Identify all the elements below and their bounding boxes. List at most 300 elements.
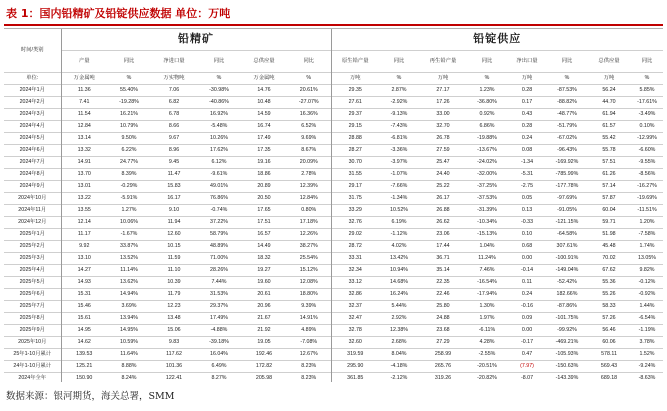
table-cell: 14.68% [379, 277, 419, 289]
table-cell: 1.30% [467, 301, 507, 313]
row-period: 2024年5月 [4, 133, 61, 145]
table-cell: -149.04% [547, 265, 587, 277]
table-cell: -30.98% [197, 85, 241, 97]
table-cell: 8.27% [197, 373, 241, 383]
table-cell: 18.86 [241, 169, 287, 181]
table-cell: -9.24% [631, 361, 663, 373]
header-primary-lead-yoy: 同比 [379, 51, 419, 73]
table-cell: 15.06 [151, 325, 197, 337]
table-cell: 56.24 [587, 85, 631, 97]
table-cell: 13.42% [379, 253, 419, 265]
table-cell: 0.08 [507, 145, 547, 157]
table-cell: 0.05 [507, 193, 547, 205]
table-row [4, 289, 663, 301]
group-ore: 铅精矿 [61, 29, 331, 51]
row-period: 2024年3月 [4, 109, 61, 121]
table-cell: -785.99% [547, 169, 587, 181]
table-cell: 13.52% [107, 253, 151, 265]
table-cell: 32.70 [419, 121, 467, 133]
unit-label: 单位: [4, 73, 61, 85]
header-ore-net-import: 净进口量 [151, 51, 197, 73]
table-cell: 33.12 [331, 277, 379, 289]
table-cell: 61.57 [587, 121, 631, 133]
table-cell: 150.90 [61, 373, 107, 383]
page-title: 表 1：国内铅精矿及铅锭供应数据 单位：万吨 [6, 7, 231, 20]
table-row [4, 109, 663, 121]
table-cell: 0.09 [507, 313, 547, 325]
table-cell: 0.43 [507, 109, 547, 121]
table-row [4, 181, 663, 193]
table-cell: 29.02 [331, 229, 379, 241]
header-ore-total: 总供应量 [241, 51, 287, 73]
table-cell: 13.94% [107, 313, 151, 325]
table-row [4, 313, 663, 325]
table-cell: 101.36 [151, 361, 197, 373]
table-cell: 14.94% [107, 289, 151, 301]
table-cell: 17.49% [197, 313, 241, 325]
table-cell: 57.51 [587, 157, 631, 169]
table-cell: -5.31 [507, 169, 547, 181]
table-cell: 12.14 [61, 217, 107, 229]
table-cell: -2.92% [379, 97, 419, 109]
table-cell: 29.15 [331, 121, 379, 133]
table-cell: -0.14 [507, 265, 547, 277]
table-cell: 361.85 [331, 373, 379, 383]
table-cell: -19.88% [467, 133, 507, 145]
row-period: 2025年4月 [4, 265, 61, 277]
table-cell: 55.78 [587, 145, 631, 157]
table-cell: 1.20% [631, 217, 663, 229]
row-period: 2025年2月 [4, 241, 61, 253]
row-period: 2024年8月 [4, 169, 61, 181]
table-cell: 23.68 [419, 325, 467, 337]
table-cell: 14.95 [61, 325, 107, 337]
table-cell: 295.90 [331, 361, 379, 373]
unit-cell: 万吨 [507, 73, 547, 85]
table-cell: 14.95% [107, 325, 151, 337]
table-cell: 10.39 [151, 277, 197, 289]
table-cell: 12.08% [287, 277, 331, 289]
table-row [4, 157, 663, 169]
table-cell: -8.07 [507, 373, 547, 383]
table-cell: 182.66% [547, 289, 587, 301]
table-cell: 3.78% [631, 337, 663, 349]
table-cell: 32.47 [331, 313, 379, 325]
table-cell: 32.60 [331, 337, 379, 349]
table-cell: 8.66 [151, 121, 197, 133]
table-cell: -1.34 [507, 157, 547, 169]
table-cell: 0.28 [507, 121, 547, 133]
row-period: 2024年1月 [4, 85, 61, 97]
table-row [4, 133, 663, 145]
table-cell: 20.61% [287, 85, 331, 97]
header-ingot-total: 总供应量 [587, 51, 631, 73]
table-cell: 26.88 [419, 205, 467, 217]
table-cell: 11.10 [151, 265, 197, 277]
unit-cell: % [467, 73, 507, 85]
table-cell: 319.26 [419, 373, 467, 383]
table-cell: -17.94% [467, 289, 507, 301]
table-cell: 6.19% [379, 217, 419, 229]
table-cell: 14.49 [241, 241, 287, 253]
table-cell: 37.22% [197, 217, 241, 229]
table-cell: 6.82 [151, 97, 197, 109]
table-cell: 12.38% [379, 325, 419, 337]
table-cell: 24.77% [107, 157, 151, 169]
table-cell: 28.88 [331, 133, 379, 145]
table-row [4, 373, 663, 383]
table-row [4, 205, 663, 217]
table-cell: 32.76 [331, 217, 379, 229]
table-cell: 20.50 [241, 193, 287, 205]
table-cell: 125.21 [61, 361, 107, 373]
table-cell: 57.26 [587, 313, 631, 325]
table-cell: 11.47 [151, 169, 197, 181]
table-cell: 26.17 [419, 193, 467, 205]
table-cell: 33.29 [331, 205, 379, 217]
table-cell: -64.58% [547, 229, 587, 241]
table-cell: 19.27 [241, 265, 287, 277]
table-cell: 0.47 [507, 349, 547, 361]
table-cell: 0.00 [507, 253, 547, 265]
table-cell: -87.86% [547, 301, 587, 313]
table-cell: 11.36 [61, 85, 107, 97]
table-cell: 58.79% [197, 229, 241, 241]
table-cell: 17.65 [241, 205, 287, 217]
table-cell: -2.12% [379, 373, 419, 383]
table-cell: -27.07% [287, 97, 331, 109]
table-cell: 14.91 [61, 157, 107, 169]
table-cell: 36.71 [419, 253, 467, 265]
table-cell: -6.54% [631, 313, 663, 325]
table-cell: 67.62 [587, 265, 631, 277]
table-cell: 6.49% [197, 361, 241, 373]
header-net-export: 净出口量 [507, 51, 547, 73]
table-row [4, 169, 663, 181]
unit-cell: 万吨 [419, 73, 467, 85]
table-cell: 1.23% [467, 85, 507, 97]
supply-table [4, 28, 663, 382]
table-cell: 15.61 [61, 313, 107, 325]
table-cell: 10.26% [197, 133, 241, 145]
table-cell: 0.13 [507, 205, 547, 217]
table-cell: -15.13% [467, 229, 507, 241]
unit-cell: 万吨 [331, 73, 379, 85]
table-cell: -11.51% [631, 205, 663, 217]
table-cell: -97.69% [547, 193, 587, 205]
unit-cell: 万实物吨 [151, 73, 197, 85]
table-cell: -5.48% [197, 121, 241, 133]
table-row [4, 265, 663, 277]
table-row [4, 337, 663, 349]
row-period: 2024年10月 [4, 193, 61, 205]
table-cell: -96.43% [547, 145, 587, 157]
table-cell: 20.96 [241, 301, 287, 313]
table-cell: 30.70 [331, 157, 379, 169]
table-cell: -9.13% [379, 109, 419, 121]
table-cell: 9.69% [287, 133, 331, 145]
table-cell: -3.97% [379, 157, 419, 169]
table-cell: 33.00 [419, 109, 467, 121]
table-cell: 5.44% [379, 301, 419, 313]
table-cell: -3.36% [379, 145, 419, 157]
table-cell: 55.42 [587, 133, 631, 145]
table-row [4, 85, 663, 97]
table-cell: 7.44% [197, 277, 241, 289]
table-cell: -6.81% [379, 133, 419, 145]
table-cell: 48.89% [197, 241, 241, 253]
table-cell: 14.76 [241, 85, 287, 97]
table-cell: -20.82% [467, 373, 507, 383]
unit-cell: 万金属吨 [241, 73, 287, 85]
table-cell: -100.91% [547, 253, 587, 265]
table-cell: -17.61% [631, 97, 663, 109]
table-row [4, 145, 663, 157]
table-cell: 70.02 [587, 253, 631, 265]
table-row [4, 121, 663, 133]
table-cell: 31.55 [331, 169, 379, 181]
table-cell: 22.46 [419, 289, 467, 301]
unit-cell: % [197, 73, 241, 85]
unit-cell: % [379, 73, 419, 85]
table-cell: 59.71 [587, 217, 631, 229]
table-cell: 28.27 [331, 145, 379, 157]
table-body [4, 73, 663, 383]
row-period: 2024年9月 [4, 181, 61, 193]
table-cell: 35.14 [419, 265, 467, 277]
table-cell: 11.24% [467, 253, 507, 265]
table-cell: 19.60 [241, 277, 287, 289]
table-cell: -39.18% [197, 337, 241, 349]
table-cell: 1.74% [631, 241, 663, 253]
table-cell: 21.67 [241, 313, 287, 325]
table-cell: 8.96 [151, 145, 197, 157]
table-row [4, 217, 663, 229]
row-period: 2024年4月 [4, 121, 61, 133]
row-period: 2024年7月 [4, 157, 61, 169]
row-period: 2025年1月 [4, 229, 61, 241]
group-header-row [4, 29, 663, 51]
table-cell: 11.79 [151, 289, 197, 301]
table-row [4, 301, 663, 313]
table-cell: 14.62 [61, 337, 107, 349]
table-cell: 4.02% [379, 241, 419, 253]
table-cell: 16.17 [151, 193, 197, 205]
table-cell: -469.21% [547, 337, 587, 349]
table-cell: -40.86% [197, 97, 241, 109]
table-cell: 22.35 [419, 277, 467, 289]
table-cell: 25.80 [419, 301, 467, 313]
header-secondary-lead: 再生铅产量 [419, 51, 467, 73]
table-cell: 4.89% [287, 325, 331, 337]
table-cell: 16.57 [241, 229, 287, 241]
unit-cell: 万金属吨 [61, 73, 107, 85]
table-cell: 6.86% [467, 121, 507, 133]
table-cell: -169.92% [547, 157, 587, 169]
table-cell: -105.93% [547, 349, 587, 361]
table-cell: -150.63% [547, 361, 587, 373]
table-cell: -0.92% [631, 289, 663, 301]
table-cell: 117.62 [151, 349, 197, 361]
table-cell: 319.59 [331, 349, 379, 361]
table-cell: -7.08% [287, 337, 331, 349]
table-cell: -5.91% [107, 193, 151, 205]
table-cell: 12.26% [287, 229, 331, 241]
table-cell: 12.67% [287, 349, 331, 361]
table-cell: 0.17 [507, 97, 547, 109]
row-period: 2025年10月 [4, 337, 61, 349]
table-cell: 2.68% [379, 337, 419, 349]
table-cell: 31.75 [331, 193, 379, 205]
table-cell: 20.09% [287, 157, 331, 169]
table-cell: -0.33 [507, 217, 547, 229]
header-ore-output-yoy: 同比 [107, 51, 151, 73]
row-period: 2024年全年 [4, 373, 61, 383]
table-cell: -3.49% [631, 109, 663, 121]
table-cell: 9.39% [287, 301, 331, 313]
table-cell: -20.51% [467, 361, 507, 373]
table-cell: -8.63% [631, 373, 663, 383]
table-cell: 55.40% [107, 85, 151, 97]
table-cell: 2.92% [379, 313, 419, 325]
table-cell: 16.92% [197, 109, 241, 121]
table-cell: -101.75% [547, 313, 587, 325]
table-cell: 4.28% [467, 337, 507, 349]
table-cell: 258.99 [419, 349, 467, 361]
table-cell: 33.87% [107, 241, 151, 253]
table-cell: 17.62% [197, 145, 241, 157]
title-bar [6, 4, 230, 22]
table-cell: 13.48 [151, 313, 197, 325]
table-cell: 27.59 [419, 145, 467, 157]
table-cell: 17.18% [287, 217, 331, 229]
table-cell: 9.83 [151, 337, 197, 349]
table-cell: 6.52% [287, 121, 331, 133]
table-cell: 6.12% [197, 157, 241, 169]
table-cell: 0.10% [631, 121, 663, 133]
table-cell: 45.48 [587, 241, 631, 253]
table-cell: 11.94 [151, 217, 197, 229]
table-cell: 19.05 [241, 337, 287, 349]
table-cell: -177.78% [547, 181, 587, 193]
table-cell: 6.22% [107, 145, 151, 157]
table-cell: 55.26 [587, 289, 631, 301]
table-cell: 6.78 [151, 109, 197, 121]
table-cell: 1.44% [631, 301, 663, 313]
table-cell: 0.24 [507, 133, 547, 145]
table-cell: 16.24% [379, 289, 419, 301]
table-cell: 18.80% [287, 289, 331, 301]
table-cell: 16.36% [287, 109, 331, 121]
table-container [4, 28, 663, 382]
table-cell: 12.84 [61, 121, 107, 133]
table-cell: -88.82% [547, 97, 587, 109]
table-cell: (7.97) [507, 361, 547, 373]
table-cell: 58.33 [587, 301, 631, 313]
table-cell: 13.32 [61, 145, 107, 157]
table-cell: 9.50% [107, 133, 151, 145]
table-cell: 25.54% [287, 253, 331, 265]
table-cell: 569.43 [587, 361, 631, 373]
source-note: 数据来源：银河期货，海关总署，SMM [6, 391, 175, 402]
table-cell: -6.11% [467, 325, 507, 337]
table-cell: 15.31 [61, 289, 107, 301]
table-cell: -10.34% [467, 217, 507, 229]
row-period: 2025年6月 [4, 289, 61, 301]
table-cell: -51.79% [547, 121, 587, 133]
table-cell: 25.47 [419, 157, 467, 169]
table-cell: -37.53% [467, 193, 507, 205]
table-cell: 0.28 [507, 85, 547, 97]
table-cell: -7.66% [379, 181, 419, 193]
header-ore-total-yoy: 同比 [287, 51, 331, 73]
header-secondary-lead-yoy: 同比 [467, 51, 507, 73]
table-cell: 20.61 [241, 289, 287, 301]
column-header-row [4, 51, 663, 73]
table-cell: 9.45 [151, 157, 197, 169]
table-cell: 265.76 [419, 361, 467, 373]
table-cell: 17.49 [241, 133, 287, 145]
table-cell: -24.02% [467, 157, 507, 169]
unit-cell: 万吨 [587, 73, 631, 85]
table-cell: 60.06 [587, 337, 631, 349]
table-cell: 13.22 [61, 193, 107, 205]
unit-cell: % [547, 73, 587, 85]
table-cell: 0.80% [287, 205, 331, 217]
table-cell: -7.43% [379, 121, 419, 133]
table-cell: 9.82% [631, 265, 663, 277]
table-cell: -1.67% [107, 229, 151, 241]
table-cell: -31.39% [467, 205, 507, 217]
table-cell: 3.69% [107, 301, 151, 313]
table-cell: 205.98 [241, 373, 287, 383]
table-cell: 28.26% [197, 265, 241, 277]
table-row [4, 361, 663, 373]
table-cell: 15.12% [287, 265, 331, 277]
table-cell: 20.89 [241, 181, 287, 193]
table-cell: -67.02% [547, 133, 587, 145]
table-row [4, 97, 663, 109]
table-cell: -4.88% [197, 325, 241, 337]
group-ingot: 铅锭供应 [331, 29, 663, 51]
table-cell: 27.29 [419, 337, 467, 349]
table-cell: 9.92 [61, 241, 107, 253]
table-cell: 38.27% [287, 241, 331, 253]
table-cell: 31.53% [197, 289, 241, 301]
table-cell: 0.92% [467, 109, 507, 121]
table-cell: -16.54% [467, 277, 507, 289]
table-cell: 0.10 [507, 229, 547, 241]
table-cell: -9.61% [197, 169, 241, 181]
table-cell: 10.79% [107, 121, 151, 133]
table-cell: 61.94 [587, 109, 631, 121]
table-row [4, 253, 663, 265]
table-cell: -52.42% [547, 277, 587, 289]
table-cell: 8.04% [379, 349, 419, 361]
table-cell: 13.01 [61, 181, 107, 193]
table-cell: 8.67% [287, 145, 331, 157]
table-cell: -16.27% [631, 181, 663, 193]
table-cell: 29.35 [331, 85, 379, 97]
table-cell: 8.24% [107, 373, 151, 383]
table-cell: -36.80% [467, 97, 507, 109]
table-cell: 11.59 [151, 253, 197, 265]
table-cell: 1.27% [107, 205, 151, 217]
table-cell: 55.36 [587, 277, 631, 289]
table-cell: 17.35 [241, 145, 287, 157]
table-cell: 13.62% [107, 277, 151, 289]
table-cell: 44.70 [587, 97, 631, 109]
